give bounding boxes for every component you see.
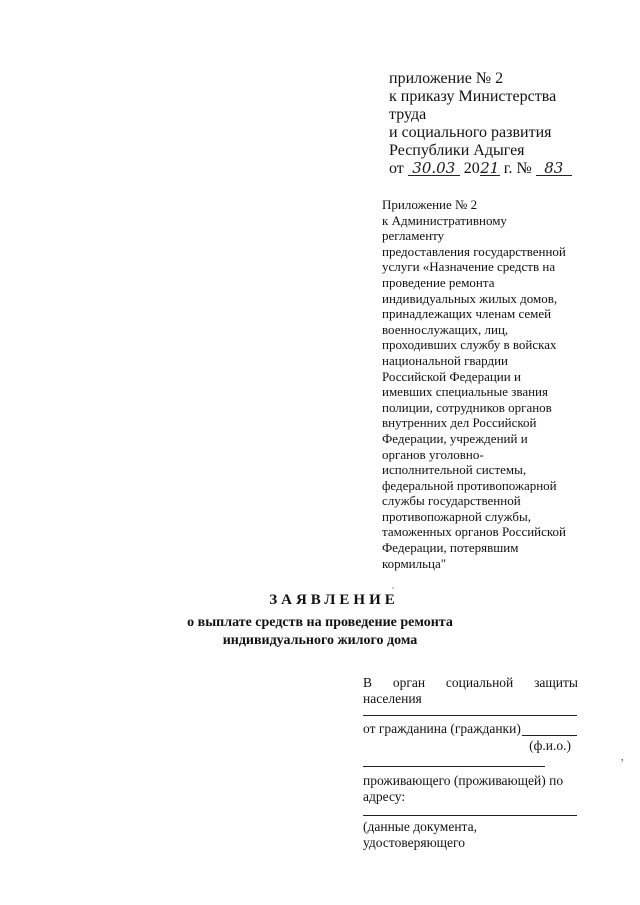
reglament-line: службы государственной — [382, 493, 521, 509]
appendix-ministry-line2: и социального развития — [389, 124, 552, 141]
from-citizen-label: от гражданина (гражданки) — [363, 721, 521, 736]
order-number-label: г. № — [503, 160, 532, 177]
appendix-ministry-line: труда — [389, 106, 427, 123]
addressee-word: В — [363, 675, 373, 690]
reglament-line: проведение ремонта — [382, 274, 495, 290]
addressee-line2: населения — [363, 691, 422, 706]
reglament-line: Федерации, учреждений и — [382, 430, 528, 446]
reglament-line: кормильца" — [382, 555, 447, 571]
reglament-line: полиции, сотрудников органов — [382, 399, 552, 415]
reglament-line: Приложение № 2 — [382, 197, 478, 212]
reglament-line: индивидуальных жилых домов, — [382, 290, 558, 306]
identity-doc-hint: (данные документа, удостоверяющего — [363, 819, 477, 850]
document-title: ЗАЯВЛЕНИЕ — [269, 592, 399, 608]
appendix-order-ref: к приказу Министерства — [389, 88, 557, 105]
reglament-line: принадлежащих членам семей — [382, 306, 552, 322]
appendix-republic: Республики Адыгея — [389, 142, 525, 159]
addressee-word: орган — [392, 675, 426, 690]
addressee-line1 — [363, 675, 578, 691]
reglament-line: национальной гвардии — [382, 352, 508, 368]
reglament-line: Российской Федерации и — [382, 368, 521, 384]
reglament-header — [382, 197, 592, 571]
appendix-header — [389, 70, 599, 178]
address-label-line2: адресу: — [363, 789, 406, 804]
handwritten-order-number: 83 — [536, 161, 572, 176]
handwritten-year: 21 — [480, 159, 500, 177]
reglament-line: проходивших службу в войсках — [382, 337, 557, 353]
reglament-line: военнослужащих, лиц, — [382, 321, 509, 337]
fill-line[interactable] — [363, 766, 545, 767]
reglament-line: федеральной противопожарной — [382, 477, 557, 493]
reglament-line: регламенту — [382, 228, 445, 244]
addressee-word: социальной — [445, 675, 514, 690]
date-prefix: от — [389, 160, 404, 177]
handwritten-date: 30.03 — [408, 161, 460, 176]
reglament-line: таможенных органов Российской — [382, 524, 567, 540]
addressee-word: защиты — [534, 675, 578, 690]
reglament-line: исполнительной системы, — [382, 462, 527, 478]
fill-line[interactable] — [363, 715, 577, 716]
year-prefix: 20 — [463, 160, 480, 177]
citizen-name-fill-line[interactable] — [522, 735, 577, 736]
subtitle-line2: индивидуального жилого дома — [222, 633, 418, 648]
reglament-line: Федерации, потерявшим — [382, 540, 519, 556]
reglament-line: имевших специальные звания — [382, 384, 548, 400]
reglament-line: внутренних дел Российской — [382, 415, 537, 431]
reglament-line: противопожарной службы, — [382, 508, 532, 524]
reglament-line: предоставления государственной — [382, 243, 566, 259]
address-label-line1: проживающего (проживающей) по — [363, 773, 564, 788]
reglament-line: услуги «Назначение средств на — [382, 259, 556, 275]
reglament-line: органов уголовно- — [382, 446, 484, 462]
margin-tick: , — [621, 752, 624, 763]
appendix-date-line — [389, 160, 599, 178]
subtitle-line1: о выплате средств на проведение ремонта — [187, 615, 453, 630]
reglament-line: к Административному — [382, 212, 507, 228]
fio-hint: (ф.и.о.) — [529, 738, 571, 753]
appendix-number: приложение № 2 — [389, 70, 504, 87]
document-subtitle — [0, 614, 640, 650]
scan-speck — [392, 587, 394, 589]
address-fill-line[interactable] — [363, 815, 577, 816]
